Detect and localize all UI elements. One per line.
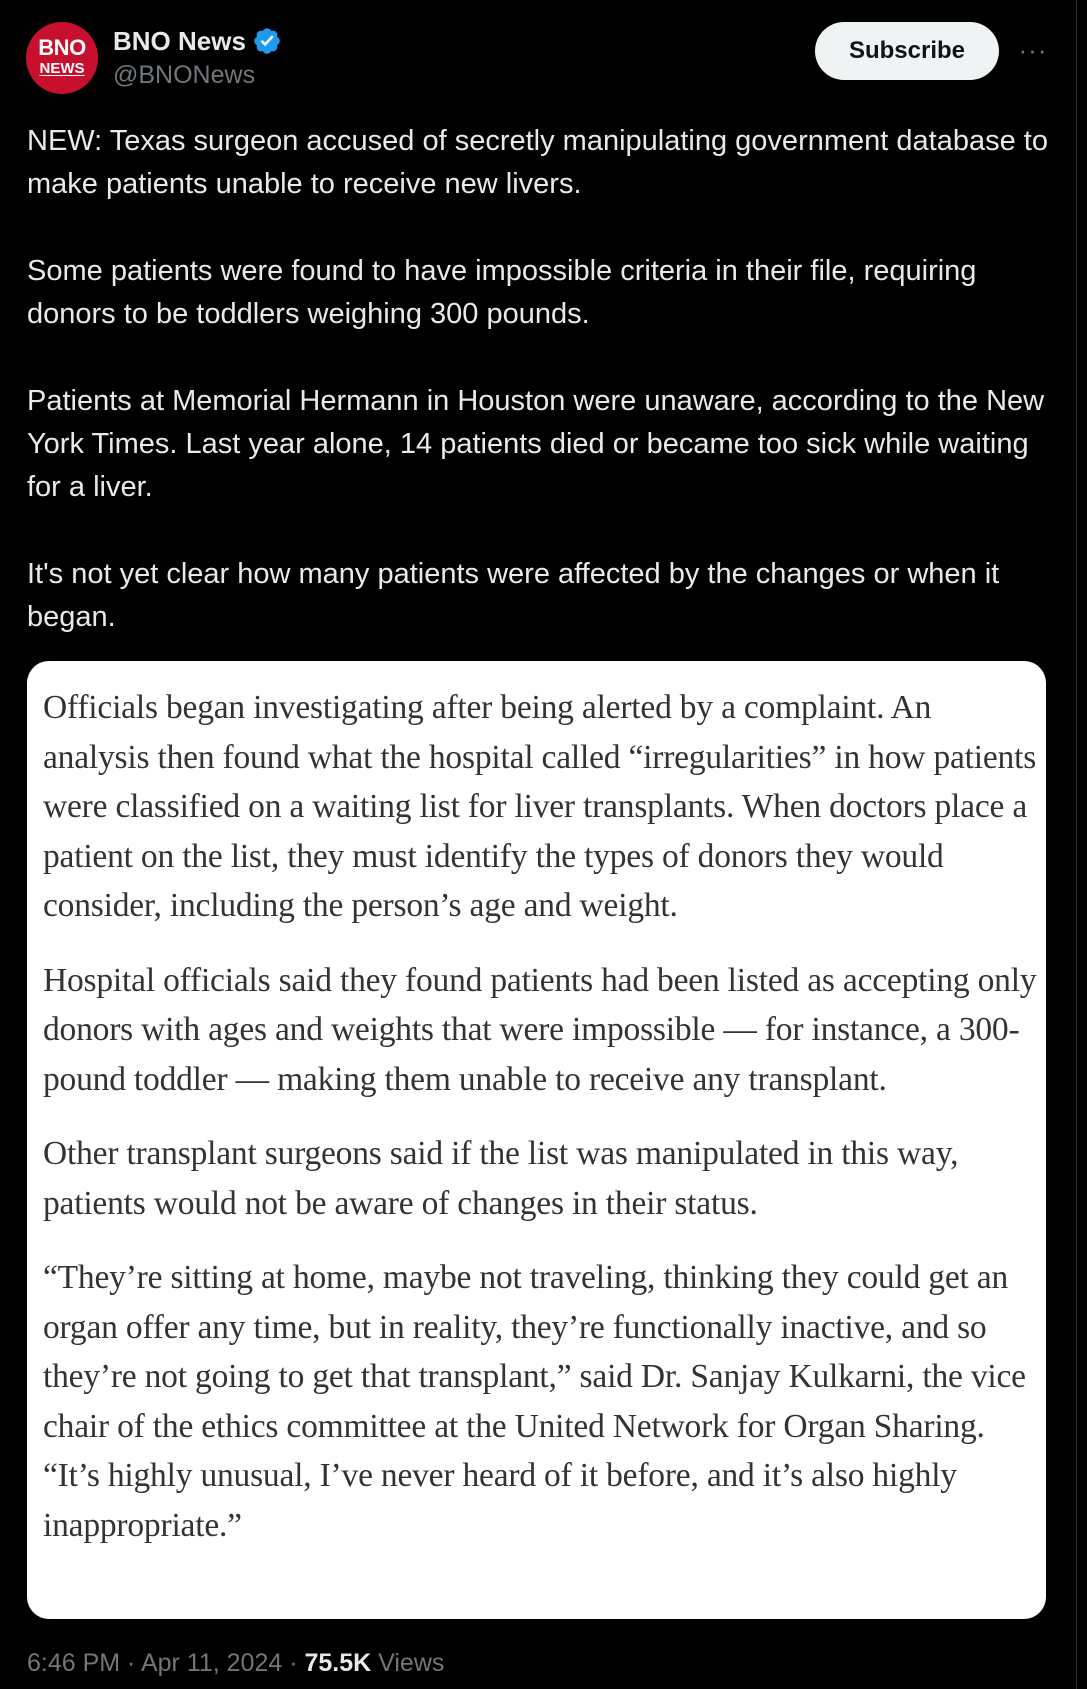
tweet-metadata <box>27 1648 444 1678</box>
article-excerpt <box>43 683 1043 1575</box>
tweet-text <box>27 120 1057 640</box>
meta-separator: · <box>120 1649 141 1677</box>
tweet-time[interactable]: 6:46 PM <box>27 1649 121 1677</box>
views-label: Views <box>371 1649 445 1677</box>
subscribe-button[interactable]: Subscribe <box>815 22 999 80</box>
tweet-paragraph: Patients at Memorial Hermann in Houston were unaware, according to the New York Times. Last year alone, 14 patients died or became too sick while waiting for a liver. <box>27 384 1045 504</box>
tweet-header <box>0 0 1075 110</box>
tweet-paragraph: NEW: Texas surgeon accused of secretly manipulating government database to make patients unable to receive new livers. <box>27 125 1048 201</box>
meta-separator: · <box>282 1649 305 1677</box>
author-display-name[interactable]: BNO News <box>113 26 246 56</box>
views-count[interactable]: 75.5K <box>304 1649 372 1677</box>
avatar[interactable] <box>26 22 98 94</box>
article-paragraph: Officials began investigating after being alerted by a complaint. An analysis then found what the hospital called “irregularities” in how patients were classified on a waiting list for liver transplants. When doctors place a patient on the list, they must identify the types of donors they would consider, including the person’s age and weight. <box>43 689 1037 924</box>
article-paragraph: Other transplant surgeons said if the list was manipulated in this way, patients would not be aware of changes in their status. <box>43 1135 959 1222</box>
tweet-paragraph: It's not yet clear how many patients were affected by the changes or when it began. <box>27 557 1000 634</box>
verified-badge-icon[interactable] <box>252 26 282 56</box>
author-name-row <box>113 24 282 58</box>
tweet-paragraph: Some patients were found to have impossible criteria in their file, requiring donors to be toddlers weighing 300 pounds. <box>27 254 977 331</box>
article-paragraph: “They’re sitting at home, maybe not traveling, thinking they could get an organ offer any time, but in reality, they’re functionally inactive, and so they’re not going to get that transplant,” said Dr. Sanjay Kulkarni, the vice chair of the ethics committee at the United Network for Organ Sharing. “It’s highly unusual, I’ve never heard of it before, and it’s also highly inappropriate.” <box>43 1259 1026 1544</box>
article-paragraph: Hospital officials said they found patients had been listed as accepting only donors with ages and weights that were impossible — for instance, a 300-pound toddler — making them unable to receive any transplant. <box>43 961 1037 1098</box>
column-divider <box>1076 0 1077 1689</box>
avatar-logo-text: BNO <box>38 35 86 60</box>
avatar-logo-subtext: NEWS <box>39 60 85 77</box>
author-handle[interactable]: @BNONews <box>113 61 256 89</box>
more-options-icon[interactable]: ··· <box>1018 34 1048 65</box>
attached-article-image[interactable] <box>27 661 1046 1619</box>
tweet-date[interactable]: Apr 11, 2024 <box>140 1649 283 1677</box>
